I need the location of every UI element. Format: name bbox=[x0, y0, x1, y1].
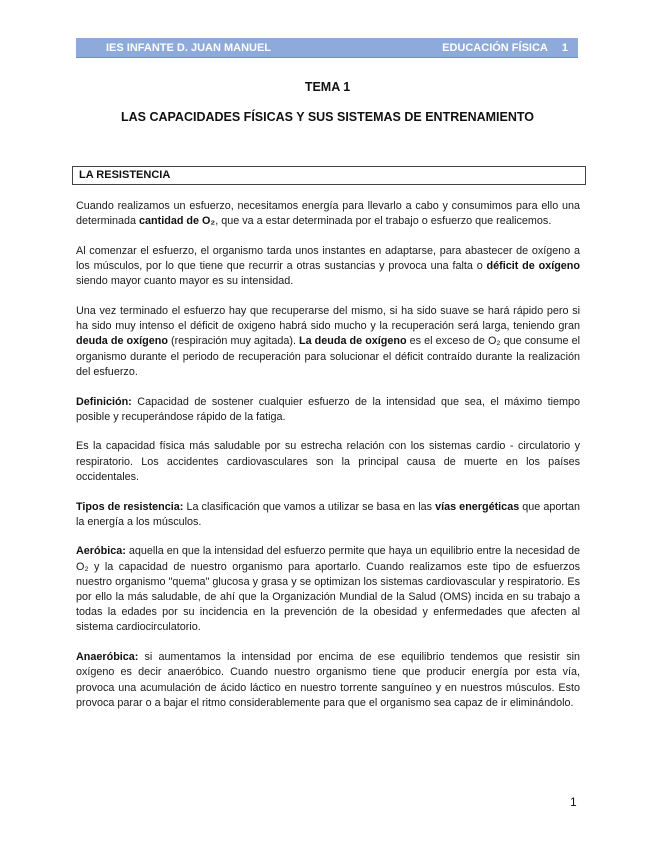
section-heading: LA RESISTENCIA bbox=[72, 166, 586, 185]
paragraph bbox=[76, 439, 580, 485]
text-run: Una vez terminado el esfuerzo hay que recuperarse del mismo, si ha sido suave se hará rápido pero si ha sido muy intenso el déficit de oxigeno habrá sido mucho y la recuperación será larga, teniendo gran bbox=[76, 305, 580, 333]
content-body bbox=[76, 199, 580, 725]
text-run: Es la capacidad física más saludable por su estrecha relación con los sistemas cardio - circulatorio y respiratorio. Los accidentes cardiovasculares son la principal causa de muerte en los países occidentales. bbox=[76, 440, 580, 483]
text-run: si aumentamos la intensidad por encima de ese equilibrio tendemos que resistir sin oxígeno es decir anaeróbico. Cuando nuestro organismo tiene que producir energía por esta vía, provoca una acumulación de ácido láctico en nuestro torrente sanguíneo y en nuestros músculos. Esto provoca parar o a bajar el ritmo considerablemente para que el organismo sea capaz de ir eliminándolo. bbox=[76, 651, 580, 709]
bold-term: La deuda de oxígeno bbox=[299, 335, 407, 348]
header-right bbox=[442, 42, 568, 54]
header-school: IES INFANTE D. JUAN MANUEL bbox=[106, 41, 272, 54]
bold-term: Anaeróbica: bbox=[76, 651, 139, 664]
text-run: Capacidad de sostener cualquier esfuerzo de la intensidad que sea, el máximo tiempo posible y recuperándose rápido de la fatiga. bbox=[76, 395, 580, 423]
bold-term: Definición: bbox=[76, 395, 132, 408]
text-run: siendo mayor cuanto mayor es su intensidad. bbox=[76, 275, 294, 288]
bold-term: Tipos de resistencia: bbox=[76, 500, 184, 513]
paragraph bbox=[76, 500, 580, 530]
page-header bbox=[76, 38, 578, 58]
bold-term: Aeróbica: bbox=[76, 545, 126, 558]
header-subject: EDUCACIÓN FÍSICA bbox=[442, 41, 548, 54]
text-run: (respiración muy agitada). bbox=[167, 335, 300, 348]
tema-title: TEMA 1 bbox=[304, 80, 351, 94]
text-run: Al comenzar el esfuerzo, el organismo tarda unos instantes en adaptarse, para abastecer de oxígeno a los músculos, por lo que tiene que recurrir a otras sustancias y provoca una falta o bbox=[76, 244, 580, 273]
bold-term: deuda de oxígeno bbox=[76, 335, 168, 348]
text-run: que aportan la energía a los músculos. bbox=[76, 500, 580, 528]
paragraph bbox=[76, 395, 580, 425]
main-title: LAS CAPACIDADES FÍSICAS Y SUS SISTEMAS DE ENTRENAMIENTO bbox=[120, 110, 535, 124]
header-page-number: 1 bbox=[561, 41, 568, 54]
text-run: es el exceso de O₂ que consume el organismo durante el periodo de recuperación para solucionar el déficit contraído durante la realización del esfuerzo. bbox=[76, 335, 580, 378]
text-run: La clasificación que vamos a utilizar se basa en las bbox=[183, 500, 436, 513]
bold-term: cantidad de O₂ bbox=[139, 215, 216, 228]
text-run: aquella en que la intensidad del esfuerzo permite que haya un equilibrio entre la necesidad de O₂ y la capacidad de nuestro organismo para aportarlo. Cuando realizamos este tipo de esfuerzos nuestro organismo "quema" glucosa y grasa y se optimizan los sistemas cardiovascular y respiratorio. Es por ello la más saludable, de ahí que la Organización Mundial de la Salud (OMS) incida en su trabajo a todas la edades por su incidencia en la prevención de la obesidad y enfermedades que afecten al sistema cardiocirculatorio. bbox=[76, 545, 580, 634]
paragraph bbox=[76, 544, 580, 635]
paragraph bbox=[76, 244, 580, 290]
footer-page-number: 1 bbox=[570, 795, 577, 809]
text-run: , que va a estar determinada por el trabajo o esfuerzo que realicemos. bbox=[215, 215, 552, 228]
paragraph bbox=[76, 650, 580, 711]
paragraph bbox=[76, 304, 580, 380]
bold-term: déficit de oxígeno bbox=[486, 260, 580, 273]
paragraph bbox=[76, 199, 580, 229]
bold-term: vías energéticas bbox=[435, 500, 520, 513]
text-run: Cuando realizamos un esfuerzo, necesitamos energía para llevarlo a cabo y consumimos para ello una determinada bbox=[76, 200, 580, 228]
